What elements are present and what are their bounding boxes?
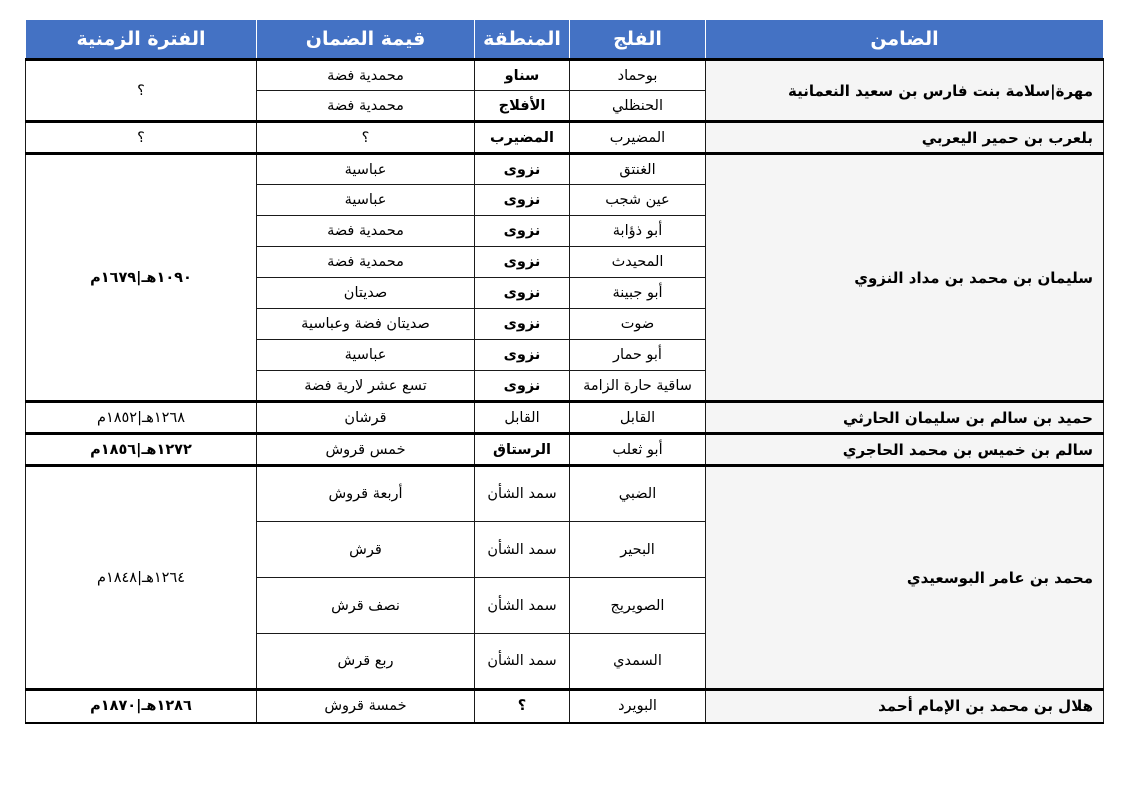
period-cell: ١٢٨٦هـ|١٨٧٠م	[26, 690, 257, 723]
value-cell: محمدية فضة	[257, 216, 475, 247]
region-cell: ؟	[475, 690, 570, 723]
period-cell: ١٢٧٢هـ|١٨٥٦م	[26, 434, 257, 466]
value-cell: محمدية فضة	[257, 60, 475, 91]
value-cell: صديتان فضة وعباسية	[257, 309, 475, 340]
table-row	[26, 122, 1104, 154]
table-row	[26, 402, 1104, 434]
falaj-cell: المضيرب	[570, 122, 706, 154]
guarantor-group	[26, 466, 1104, 690]
guarantor-group	[26, 434, 1104, 466]
falaj-cell: البويرد	[570, 690, 706, 723]
falaj-cell: أبو ثعلب	[570, 434, 706, 466]
guarantor-group	[26, 402, 1104, 434]
guarantor-group	[26, 154, 1104, 402]
falaj-cell: ساقية حارة الزامة	[570, 371, 706, 402]
value-cell: محمدية فضة	[257, 91, 475, 122]
region-cell: سناو	[475, 60, 570, 91]
falaj-cell: الضبي	[570, 466, 706, 522]
falaj-cell: الغنتق	[570, 154, 706, 185]
falaj-cell: الحنظلي	[570, 91, 706, 122]
table-header	[26, 20, 1104, 60]
table-row	[26, 434, 1104, 466]
region-cell: الأفلاج	[475, 91, 570, 122]
falaj-cell: الصويريج	[570, 578, 706, 634]
falaj-cell: بوحماد	[570, 60, 706, 91]
period-cell: ١٢٦٨هـ|١٨٥٢م	[26, 402, 257, 434]
value-cell: ؟	[257, 122, 475, 154]
value-cell: قرشان	[257, 402, 475, 434]
falaj-cell: أبو ذؤابة	[570, 216, 706, 247]
value-cell: عباسية	[257, 154, 475, 185]
region-cell: نزوى	[475, 247, 570, 278]
value-cell: نصف قرش	[257, 578, 475, 634]
region-cell: القابل	[475, 402, 570, 434]
falaj-cell: القابل	[570, 402, 706, 434]
value-cell: محمدية فضة	[257, 247, 475, 278]
region-cell: نزوى	[475, 309, 570, 340]
table-row	[26, 690, 1104, 723]
region-cell: الرستاق	[475, 434, 570, 466]
guarantor-cell: سالم بن خميس بن محمد الحاجري	[706, 434, 1104, 466]
header-region: المنطقة	[475, 20, 570, 60]
value-cell: أربعة قروش	[257, 466, 475, 522]
guarantor-cell: سليمان بن محمد بن مداد النزوي	[706, 154, 1104, 402]
guarantor-group	[26, 122, 1104, 154]
guarantor-cell: مهرة|سلامة بنت فارس بن سعيد النعمانية	[706, 60, 1104, 122]
guarantor-group	[26, 690, 1104, 723]
guarantor-cell: حميد بن سالم بن سليمان الحارثي	[706, 402, 1104, 434]
header-falaj: الفلج	[570, 20, 706, 60]
value-cell: عباسية	[257, 185, 475, 216]
falaj-cell: أبو جبينة	[570, 278, 706, 309]
value-cell: خمسة قروش	[257, 690, 475, 723]
falaj-cell: ضوت	[570, 309, 706, 340]
header-guarantor: الضامن	[706, 20, 1104, 60]
table-row	[26, 154, 1104, 185]
period-cell: ١٠٩٠هـ|١٦٧٩م	[26, 154, 257, 402]
region-cell: سمد الشأن	[475, 578, 570, 634]
falaj-cell: البحير	[570, 522, 706, 578]
guarantor-group	[26, 60, 1104, 122]
value-cell: عباسية	[257, 340, 475, 371]
region-cell: نزوى	[475, 216, 570, 247]
region-cell: سمد الشأن	[475, 634, 570, 690]
value-cell: خمس قروش	[257, 434, 475, 466]
header-row	[26, 20, 1104, 60]
value-cell: تسع عشر لارية فضة	[257, 371, 475, 402]
header-value: قيمة الضمان	[257, 20, 475, 60]
table-row	[26, 466, 1104, 522]
region-cell: سمد الشأن	[475, 466, 570, 522]
falaj-cell: عين شجب	[570, 185, 706, 216]
falaj-cell: أبو حمار	[570, 340, 706, 371]
region-cell: نزوى	[475, 154, 570, 185]
table-row	[26, 60, 1104, 91]
period-cell: ؟	[26, 122, 257, 154]
value-cell: ربع قرش	[257, 634, 475, 690]
value-cell: قرش	[257, 522, 475, 578]
falaj-cell: السمدي	[570, 634, 706, 690]
header-period: الفترة الزمنية	[26, 20, 257, 60]
guarantors-table	[25, 19, 1104, 724]
falaj-cell: المحيدث	[570, 247, 706, 278]
period-cell: ١٢٦٤هـ|١٨٤٨م	[26, 466, 257, 690]
guarantor-cell: هلال بن محمد بن الإمام أحمد	[706, 690, 1104, 723]
value-cell: صديتان	[257, 278, 475, 309]
region-cell: نزوى	[475, 185, 570, 216]
region-cell: نزوى	[475, 371, 570, 402]
region-cell: نزوى	[475, 340, 570, 371]
region-cell: المضيرب	[475, 122, 570, 154]
region-cell: سمد الشأن	[475, 522, 570, 578]
guarantor-cell: محمد بن عامر البوسعيدي	[706, 466, 1104, 690]
region-cell: نزوى	[475, 278, 570, 309]
guarantor-cell: بلعرب بن حمير اليعربي	[706, 122, 1104, 154]
period-cell: ؟	[26, 60, 257, 122]
